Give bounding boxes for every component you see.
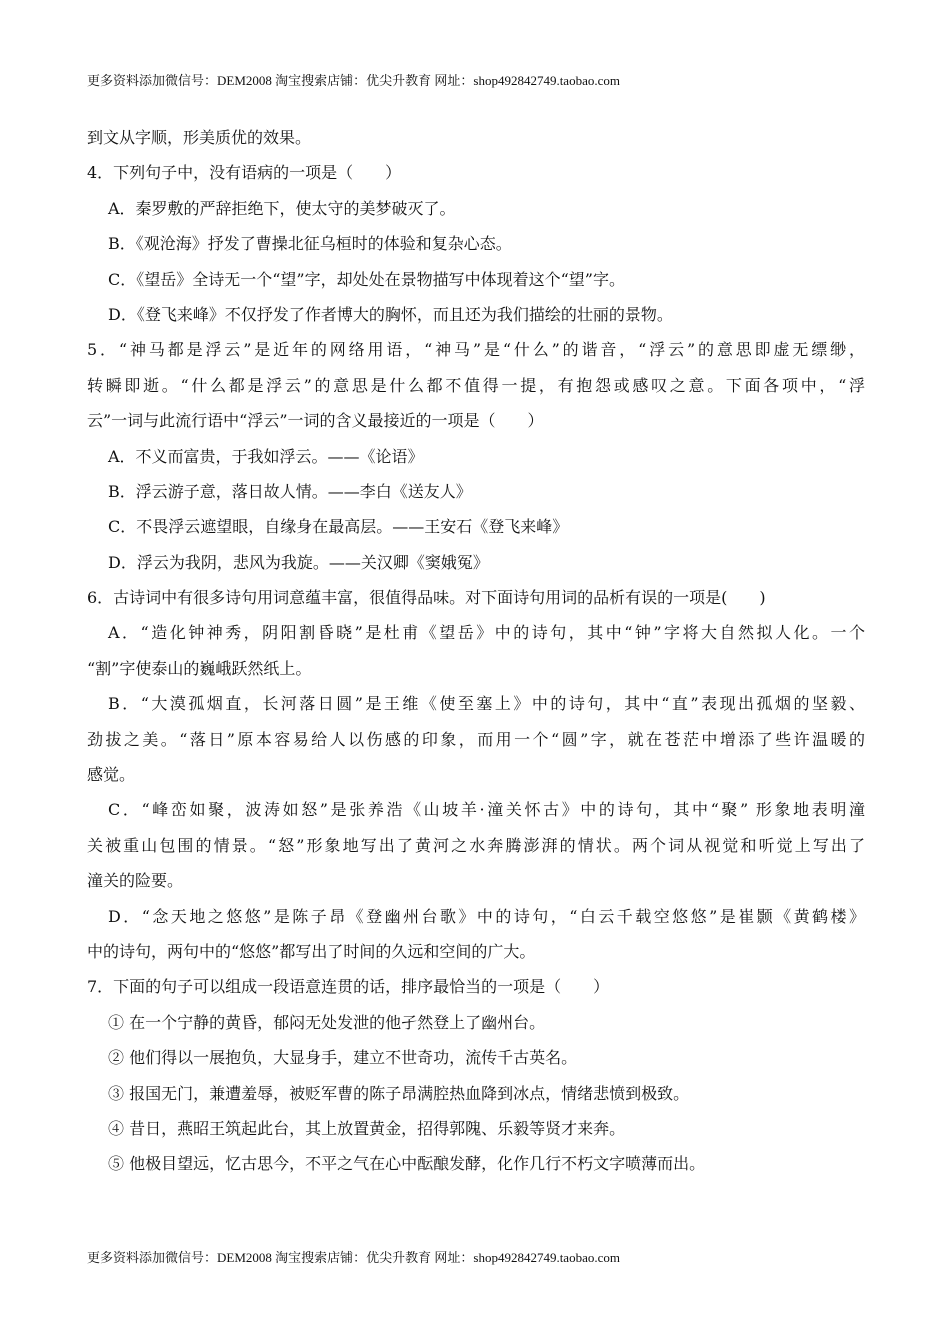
page-header: 更多资料添加微信号：DEM2008 淘宝搜索店铺：优尖升教育 网址：shop492842749.taobao.com [87,73,620,88]
question-6: 6．古诗词中有很多诗句用词意蕴丰富，很值得品味。对下面诗句用词的品析有误的一项是( ) [87,588,766,608]
document-body [87,126,865,1188]
question-5-cont: 转瞬即逝。“什么都是浮云”的意思是什么都不值得一提，有抱怨或感叹之意。下面各项中，“浮 [87,375,865,395]
option-5d: D．浮云为我阴，悲风为我旋。——关汉卿《窦娥冤》 [108,552,489,572]
option-5b: B．浮云游子意，落日故人情。——李白《送友人》 [108,481,472,501]
option-5c: C．不畏浮云遮望眼，自缘身在最高层。——王安石《登飞来峰》 [108,517,569,537]
question-4: 4．下列句子中，没有语病的一项是（ ） [87,163,402,183]
page-footer: 更多资料添加微信号：DEM2008 淘宝搜索店铺：优尖升教育 网址：shop492842749.taobao.com [87,1250,620,1265]
option-5a: A．不义而富贵，于我如浮云。——《论语》 [108,446,424,466]
sentence-3: ③ 报国无门，兼遭羞辱，被贬军曹的陈子昂满腔热血降到冰点，情绪悲愤到极致。 [108,1083,690,1103]
option-6d-cont: 中的诗句，两句中的“悠悠”都写出了时间的久远和空间的广大。 [87,941,536,961]
sentence-1: ① 在一个宁静的黄昏，郁闷无处发泄的他孑然登上了幽州台。 [108,1012,546,1032]
option-6b-cont: 感觉。 [87,765,136,785]
option-6d: D．“念天地之悠悠”是陈子昂《登幽州台歌》中的诗句，“白云千载空悠悠”是崔颢《黄鹤楼》 [108,906,865,926]
question-7: 7．下面的句子可以组成一段语意连贯的话，排序最恰当的一项是（ ） [87,977,610,997]
option-6c-cont: 关被重山包围的情景。“怒”形象地写出了黄河之水奔腾澎湃的情状。两个词从视觉和听觉上写出了 [87,835,865,855]
option-6b-cont: 劲拔之美。“落日”原本容易给人以伤感的印象，而用一个“圆”字，就在苍茫中增添了些许温暖的 [87,729,865,749]
option-4a: A．秦罗敷的严辞拒绝下，使太守的美梦破灭了。 [108,198,456,218]
option-6a-cont: “割”字使泰山的巍峨跃然纸上。 [87,658,312,678]
question-5-cont: 云”一词与此流行语中“浮云”一词的含义最接近的一项是（ ） [87,411,544,431]
option-6c-cont: 潼关的险要。 [87,871,184,891]
sentence-5: ⑤ 他极目望远，忆古思今，不平之气在心中酝酿发酵，化作几行不朽文字喷薄而出。 [108,1154,706,1174]
option-6b: B．“大漠孤烟直，长河落日圆”是王维《使至塞上》中的诗句，其中“直”表现出孤烟的坚毅、 [108,694,865,714]
option-4d: D．《登飞来峰》不仅抒发了作者博大的胸怀，而且还为我们描绘的壮丽的景物。 [108,304,673,324]
sentence-4: ④ 昔日，燕昭王筑起此台，其上放置黄金，招得郭隗、乐毅等贤才来奔。 [108,1118,626,1138]
option-4c: C．《望岳》全诗无一个“望”字，却处处在景物描写中体现着这个“望”字。 [108,269,625,289]
option-6a: A．“造化钟神秀，阴阳割昏晓”是杜甫《望岳》中的诗句，其中“钟”字将大自然拟人化。一个 [108,623,865,643]
text-line: 到文从字顺，形美质优的效果。 [87,128,312,147]
option-4b: B．《观沧海》抒发了曹操北征乌桓时的体验和复杂心态。 [108,234,512,254]
option-6c: C．“峰峦如聚，波涛如怒”是张养浩《山坡羊·潼关怀古》中的诗句，其中“聚” 形象地表明潼 [108,800,865,820]
sentence-2: ② 他们得以一展抱负，大显身手，建立不世奇功，流传千古英名。 [108,1048,578,1068]
question-5: 5．“神马都是浮云”是近年的网络用语，“神马”是“什么”的谐音，“浮云”的意思即虚无缥缈， [87,340,865,360]
